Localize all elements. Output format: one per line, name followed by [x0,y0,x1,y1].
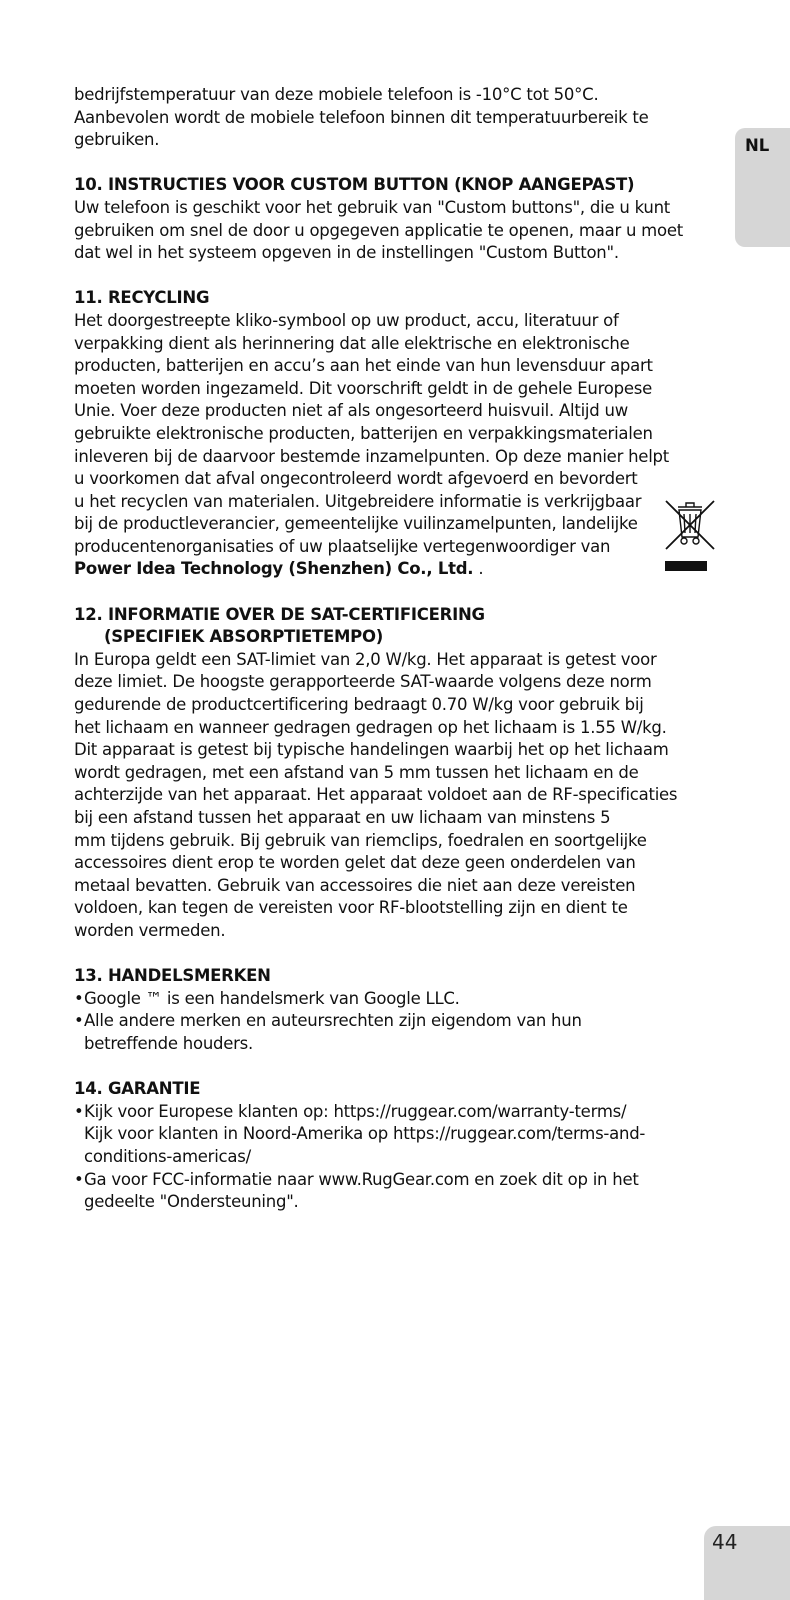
page-number: 44 [712,1530,738,1554]
language-tab [735,128,790,247]
section-12-line: wordt gedragen, met een afstand van 5 mm tussen het lichaam en de [74,762,639,782]
section-11 [74,287,698,581]
intro-line: Aanbevolen wordt de mobiele telefoon binnen dit temperatuurbereik te [74,107,649,127]
list-item-line: conditions-americas/ [84,1146,251,1166]
section-11-line: Het doorgestreepte kliko-symbool op uw product, accu, literatuur of [74,310,619,330]
list-item-line: Ga voor FCC-informatie naar www.RugGear.com en zoek dit op in het [84,1169,639,1189]
list-item-line: Google ™ is een handelsmerk van Google LLC. [84,988,460,1008]
section-11-line: u het recyclen van materialen. Uitgebreidere informatie is verkrijgbaar [74,491,642,511]
intro-line: gebruiken. [74,130,160,150]
list-item [74,988,698,1011]
page-number-tab [704,1526,790,1600]
list-item-line: Alle andere merken en auteursrechten zijn eigendom van hun [84,1011,582,1031]
intro-line: bedrijfstemperatuur van deze mobiele telefoon is -10°C tot 50°C. [74,85,599,104]
list-item [74,1010,698,1055]
section-11-line: bij de productleverancier, gemeentelijke vuilinzamelpunten, landelijke [74,514,638,534]
section-11-line: producten, batterijen en accu’s aan het einde van hun levensduur apart [74,356,653,376]
section-11-line: verpakking dient als herinnering dat alle elektrische en elektronische [74,333,630,353]
section-12-line: bij een afstand tussen het apparaat en uw lichaam van minstens 5 [74,808,611,827]
section-11-line: Unie. Voer deze producten niet af als ongesorteerd huisvuil. Altijd uw [74,401,628,421]
document-body [74,84,698,1214]
section-12-heading: 12. INFORMATIE OVER DE SAT-CERTIFICERING [74,604,485,624]
company-suffix: . [473,559,484,579]
section-12-line: voldoen, kan tegen de vereisten voor RF-blootstelling zijn en dient te [74,898,628,918]
list-item-line: Kijk voor Europese klanten op: https://ruggear.com/warranty-terms/ [84,1101,627,1121]
section-10-line: Uw telefoon is geschikt voor het gebruik van "Custom buttons", die u kunt [74,197,670,217]
section-11-line: inleveren bij de daarvoor bestemde inzamelpunten. Op deze manier helpt [74,446,669,466]
section-10-heading: 10. INSTRUCTIES VOOR CUSTOM BUTTON (KNOP AANGEPAST) [74,175,635,195]
section-12-line: metaal bevatten. Gebruik van accessoires die niet aan deze vereisten [74,875,636,895]
language-tab-label: NL [745,136,770,155]
section-13-heading: 13. HANDELSMERKEN [74,966,271,986]
section-12-line: gedurende de productcertificering bedraagt 0.70 W/kg voor gebruik bij [74,695,644,715]
list-item [74,1101,698,1169]
bullet-mark: • [74,1169,84,1189]
company-name: Power Idea Technology (Shenzhen) Co., Ltd. [74,559,474,579]
section-12-line: het lichaam en wanneer gedragen gedragen op het lichaam is 1.55 W/kg. [74,717,667,737]
list-item-line: Kijk voor klanten in Noord-Amerika op https://ruggear.com/terms-and- [84,1124,646,1144]
section-11-heading: 11. RECYCLING [74,288,210,308]
section-12-line: mm tijdens gebruik. Bij gebruik van riemclips, foedralen en soortgelijke [74,830,647,850]
section-11-line: u voorkomen dat afval ongecontroleerd wordt afgevoerd en bevordert [74,469,638,489]
section-12-line: worden vermeden. [74,920,226,940]
section-11-company-line [74,558,698,581]
list-item-line: gedeelte "Ondersteuning". [84,1192,299,1212]
bullet-mark: • [74,988,84,1008]
list-item-line: betreffende houders. [84,1033,254,1053]
section-12-subheading: (SPECIFIEK ABSORPTIETEMPO) [104,627,384,647]
bullet-mark: • [74,1101,84,1121]
bullet-mark: • [74,1011,84,1031]
section-12-line: deze limiet. De hoogste gerapporteerde SAT-waarde volgens deze norm [74,672,652,692]
section-10-line: dat wel in het systeem opgeven in de instellingen "Custom Button". [74,243,619,263]
section-11-line: moeten worden ingezameld. Dit voorschrift geldt in de gehele Europese [74,378,653,398]
section-11-line: producentenorganisaties of uw plaatselijke vertegenwoordiger van [74,536,611,556]
section-11-line: gebruikte elektronische producten, batterijen en verpakkingsmaterialen [74,423,653,443]
section-12-line: Dit apparaat is getest bij typische handelingen waarbij het op het lichaam [74,740,669,760]
section-10-line: gebruiken om snel de door u opgegeven applicatie te openen, maar u moet [74,220,683,240]
section-12-line: In Europa geldt een SAT-limiet van 2,0 W/kg. Het apparaat is getest voor [74,649,657,669]
section-12-line: achterzijde van het apparaat. Het apparaat voldoet aan de RF-specificaties [74,785,678,805]
list-item [74,1169,698,1214]
section-14-heading: 14. GARANTIE [74,1079,201,1099]
crossed-out-wheelie-bin-icon [662,497,718,573]
section-12-line: accessoires dient erop te worden gelet dat deze geen onderdelen van [74,853,636,873]
